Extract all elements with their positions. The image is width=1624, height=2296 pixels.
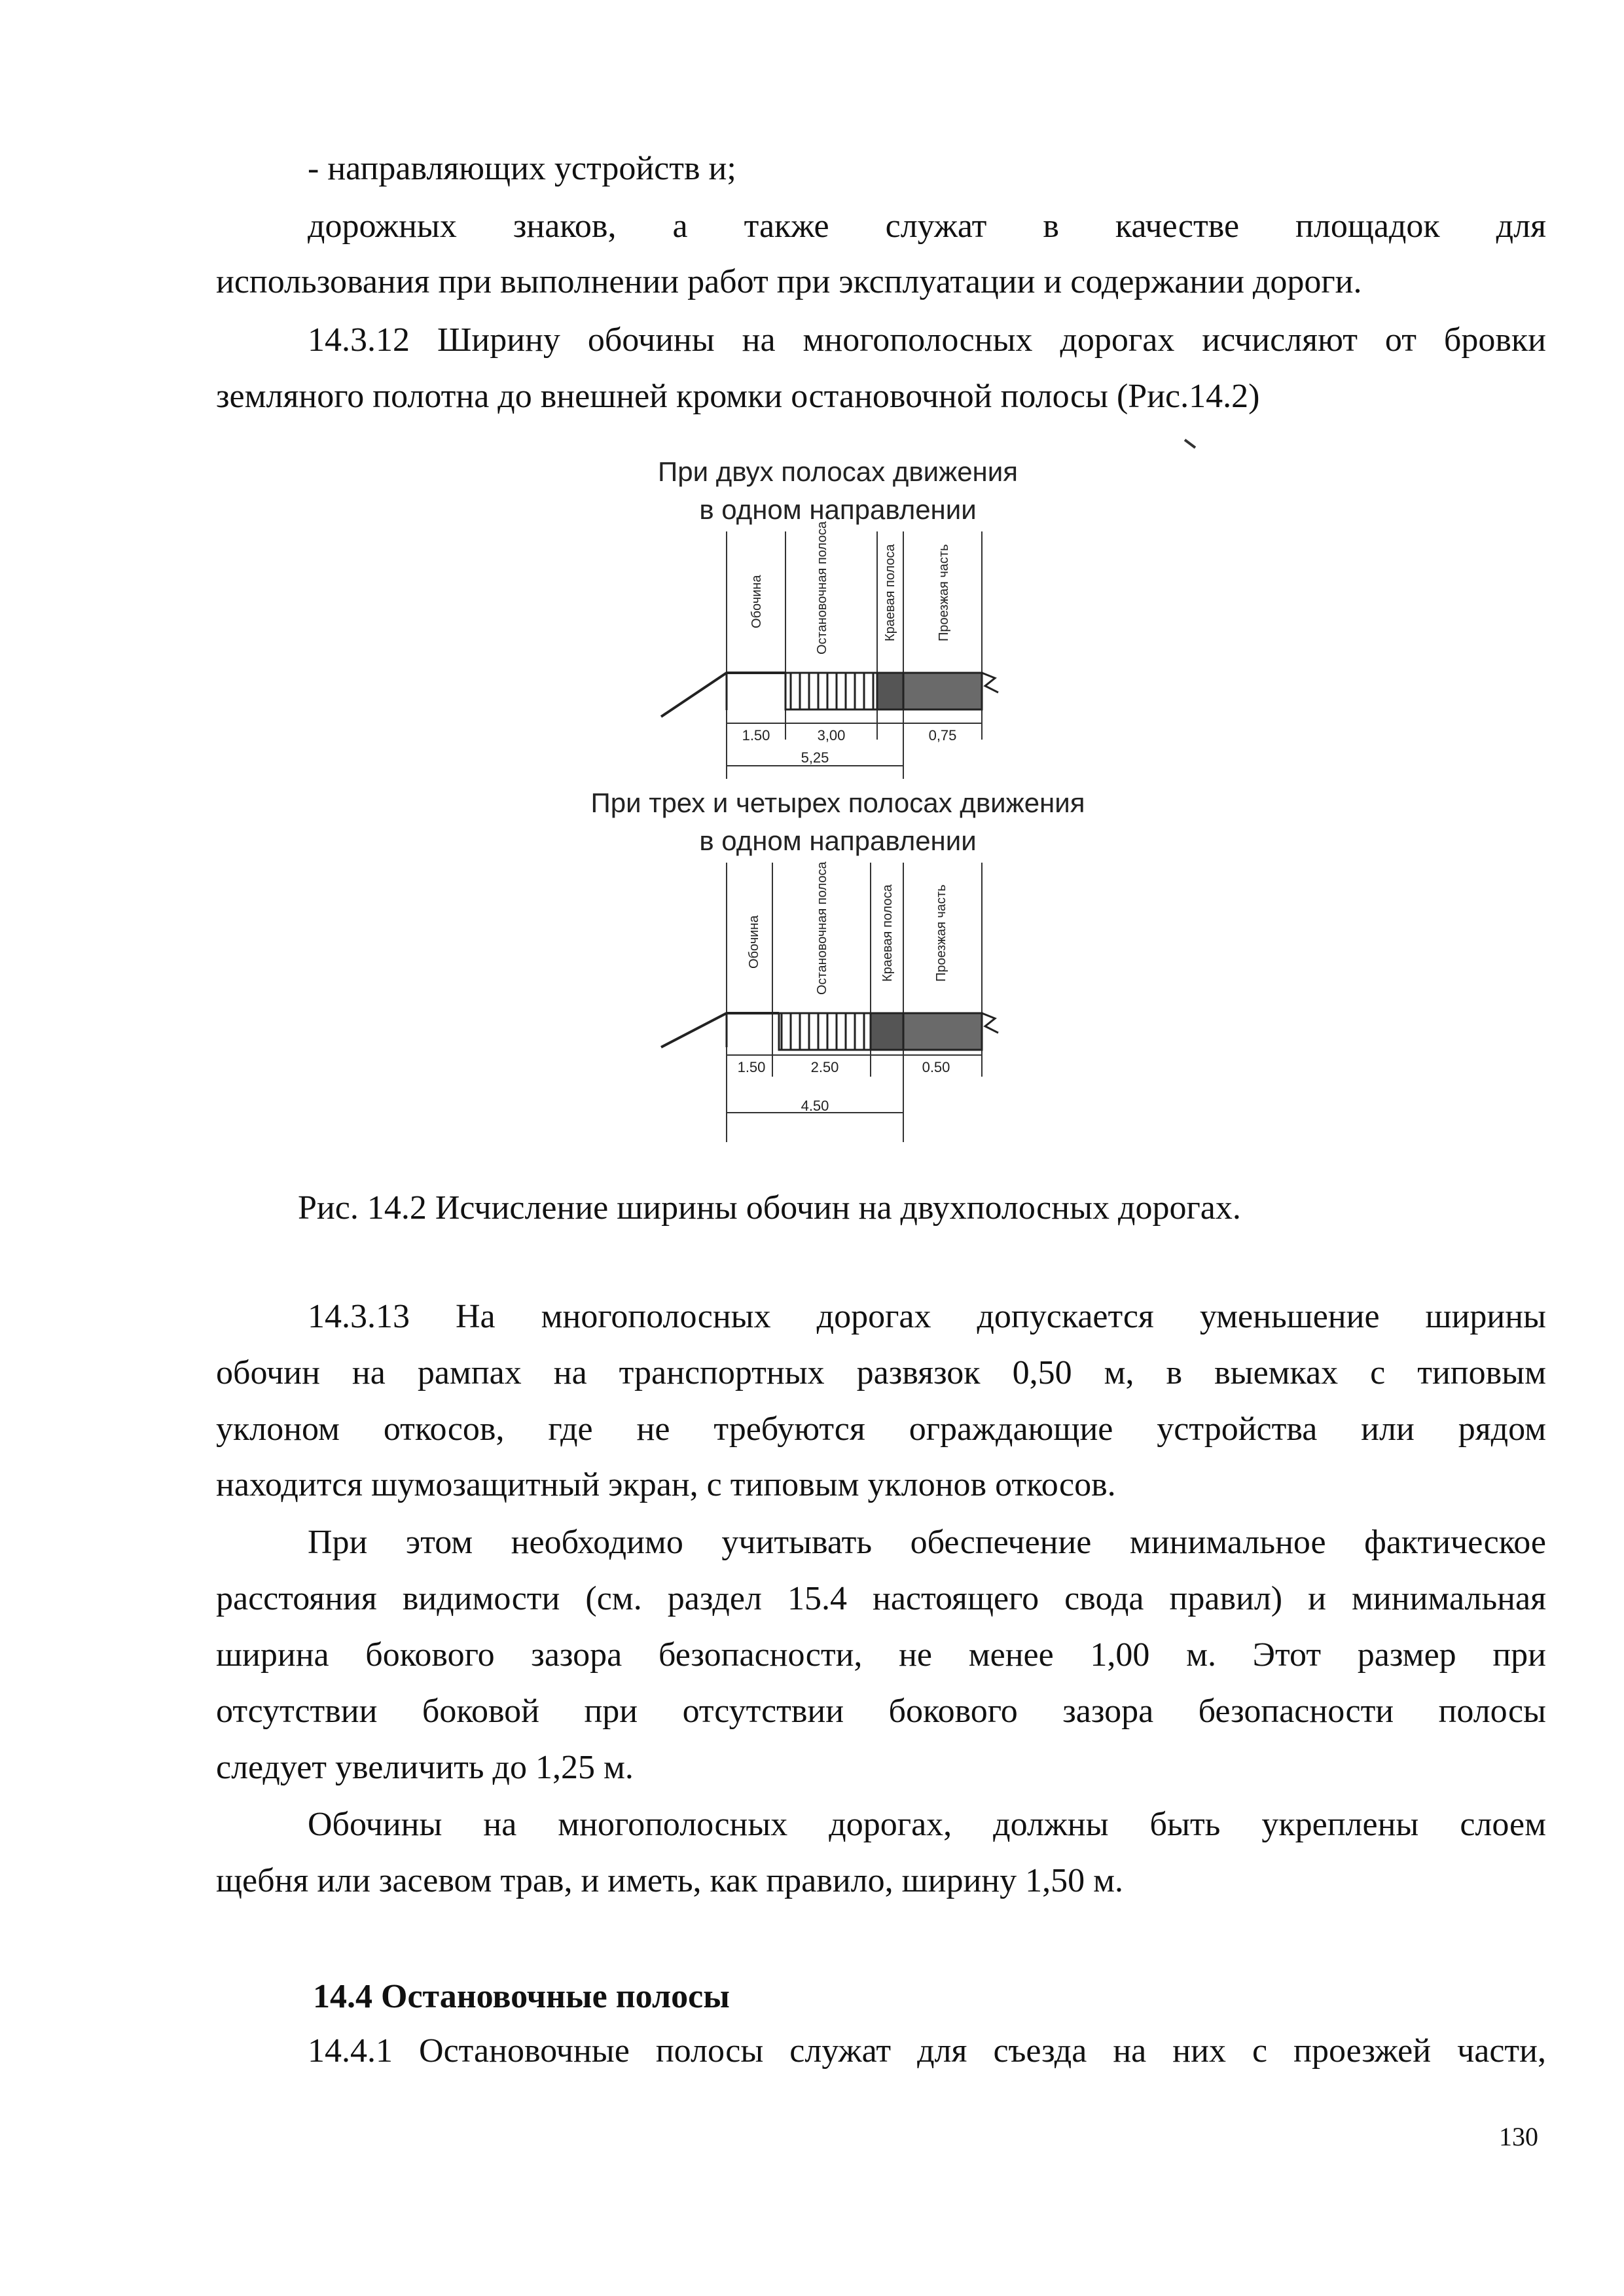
diagram-top <box>661 521 998 779</box>
text-line: При этом необходимо учитывать обеспечение минимальное фактическое <box>308 1526 1546 1561</box>
dim-total: 5,25 <box>801 749 829 766</box>
text-line: следует увеличить до 1,25 м. <box>216 1749 634 1786</box>
text-line: дорожных знаков, а также служат в качестве площадок для <box>308 209 1546 245</box>
text-line: отсутствии боковой при отсутствии бокового зазора безопасности полосы <box>216 1695 1546 1730</box>
figure-bottom-title-2: в одном направлении <box>699 825 977 856</box>
label-ostanovochnaya: Остановочная полоса <box>815 521 829 655</box>
figure-top-title-1: При двух полосах движения <box>658 456 1018 487</box>
scan-mark <box>1185 440 1195 448</box>
text-line: расстояния видимости (см. раздел 15.4 настоящего свода правил) и минимальная <box>216 1582 1546 1617</box>
label-proezzhaya: Проезжая часть <box>934 884 948 982</box>
text-line: 14.4.1 Остановочные полосы служат для съезда на них с проезжей части, <box>308 2034 1546 2070</box>
dim-ostanovochnaya: 2.50 <box>810 1059 839 1075</box>
text-line: 14.3.13 На многополосных дорогах допускается уменьшение ширины <box>308 1300 1546 1335</box>
figure-caption: Рис. 14.2 Исчисление ширины обочин на двухполосных дорогах. <box>298 1189 1241 1227</box>
text-line: находится шумозащитный экран, с типовым уклонов откосов. <box>216 1466 1116 1503</box>
label-obochina: Обочина <box>749 575 764 628</box>
dim-obochina: 1.50 <box>742 727 770 744</box>
figure-top-title-2: в одном направлении <box>699 494 977 525</box>
dim-ostanovochnaya: 3,00 <box>817 727 846 744</box>
dim-kraevaya: 0,75 <box>928 727 957 744</box>
text-line: ширина бокового зазора безопасности, не менее 1,00 м. Этот размер при <box>216 1638 1546 1674</box>
text-line: обочин на рампах на транспортных развязок 0,50 м, в выемках с типовым <box>216 1356 1546 1391</box>
diagram-bottom <box>661 861 998 1142</box>
dim-total: 4.50 <box>801 1098 829 1114</box>
text-line: уклоном откосов, где не требуются ограждающие устройства или рядом <box>216 1412 1546 1448</box>
label-proezzhaya: Проезжая часть <box>937 544 951 641</box>
page-number: 130 <box>1499 2122 1538 2151</box>
text-line: - направляющих устройств и; <box>308 150 736 187</box>
section-heading: 14.4 Остановочные полосы <box>313 1978 730 2015</box>
dim-obochina: 1.50 <box>737 1059 766 1075</box>
text-line: 14.3.12 Ширину обочины на многополосных дорогах исчисляют от бровки <box>308 323 1546 359</box>
label-ostanovochnaya: Остановочная полоса <box>815 861 829 995</box>
text-line: Обочины на многополосных дорогах, должны быть укреплены слоем <box>308 1808 1546 1843</box>
figure-bottom-title-1: При трех и четырех полосах движения <box>590 787 1085 818</box>
label-kraevaya: Краевая полоса <box>880 884 895 982</box>
text-line: щебня или засевом трав, и иметь, как правило, ширину 1,50 м. <box>216 1862 1124 1899</box>
text-line: земляного полотна до внешней кромки остановочной полосы (Рис.14.2) <box>216 378 1260 415</box>
label-obochina: Обочина <box>747 915 761 969</box>
dim-kraevaya: 0.50 <box>922 1059 950 1075</box>
label-kraevaya: Краевая полоса <box>883 544 897 641</box>
text-line: использования при выполнении работ при эксплуатации и содержании дороги. <box>216 263 1362 300</box>
